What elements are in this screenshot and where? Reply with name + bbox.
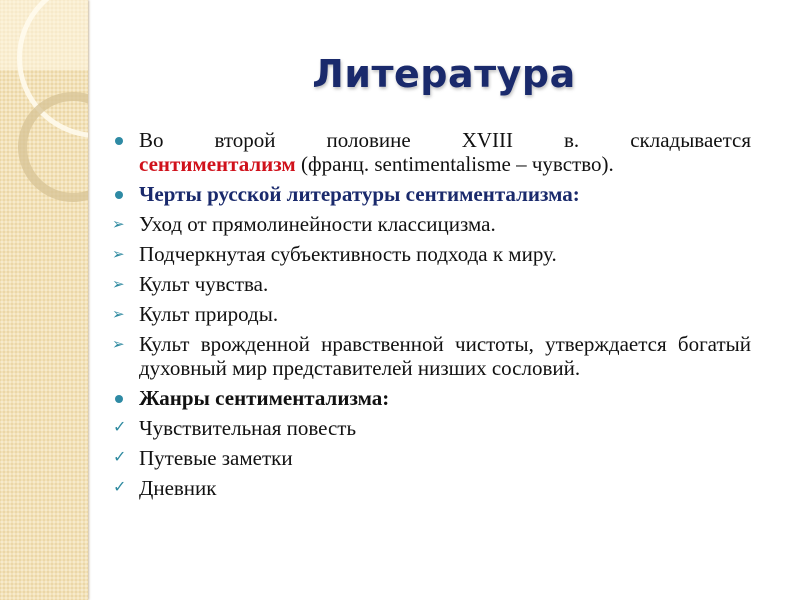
intro-bullet — [114, 128, 751, 176]
genre-item — [114, 476, 751, 500]
genres-heading-bullet — [114, 386, 751, 410]
slide-title: Литература — [312, 52, 576, 96]
intro-definition: (франц. sentimentalisme – чувство). — [295, 152, 614, 176]
feature-item — [114, 332, 751, 380]
feature-item — [114, 242, 751, 266]
disc-bullet-icon — [115, 395, 123, 403]
arrow-bullet-icon: ➢ — [112, 337, 125, 353]
disc-bullet-icon — [115, 137, 123, 145]
genre-text: Дневник — [139, 476, 217, 500]
feature-item — [114, 212, 751, 236]
features-heading: Черты русской литературы сентиментализма: — [139, 182, 580, 206]
intro-word: второй — [214, 128, 276, 152]
arrow-bullet-icon: ➢ — [112, 217, 125, 233]
slide-content — [114, 128, 751, 506]
genre-item — [114, 416, 751, 440]
check-bullet-icon: ✓ — [113, 419, 127, 436]
intro-word: половине — [326, 128, 411, 152]
feature-text: Культ природы. — [139, 302, 279, 326]
decorative-sidebar — [0, 0, 88, 600]
feature-item — [114, 302, 751, 326]
features-heading-bullet — [114, 182, 751, 206]
intro-line-2 — [139, 152, 751, 176]
genre-text: Путевые заметки — [139, 446, 293, 470]
intro-word: Во — [139, 128, 164, 152]
intro-word: XVIII — [461, 128, 514, 152]
decorative-ring-small — [18, 92, 88, 202]
intro-word: в. — [564, 128, 580, 152]
feature-text: Культ чувства. — [139, 272, 269, 296]
feature-text: Культ врожденной нравственной чистоты, утверждается богатый духовный мир представителей низших сословий. — [139, 332, 751, 380]
arrow-bullet-icon: ➢ — [112, 247, 125, 263]
intro-word: складывается — [630, 128, 751, 152]
genre-text: Чувствительная повесть — [139, 416, 357, 440]
arrow-bullet-icon: ➢ — [112, 277, 125, 293]
genre-item — [114, 446, 751, 470]
feature-item — [114, 272, 751, 296]
arrow-bullet-icon: ➢ — [112, 307, 125, 323]
check-bullet-icon: ✓ — [113, 479, 127, 496]
feature-text: Подчеркнутая субъективность подхода к миру. — [139, 242, 557, 266]
intro-line-1 — [139, 128, 751, 152]
feature-text: Уход от прямолинейности классицизма. — [139, 212, 496, 236]
genres-heading: Жанры сентиментализма: — [139, 386, 390, 410]
check-bullet-icon: ✓ — [113, 449, 127, 466]
sentimentalism-highlight: сентиментализм — [139, 152, 296, 176]
disc-bullet-icon — [115, 191, 123, 199]
